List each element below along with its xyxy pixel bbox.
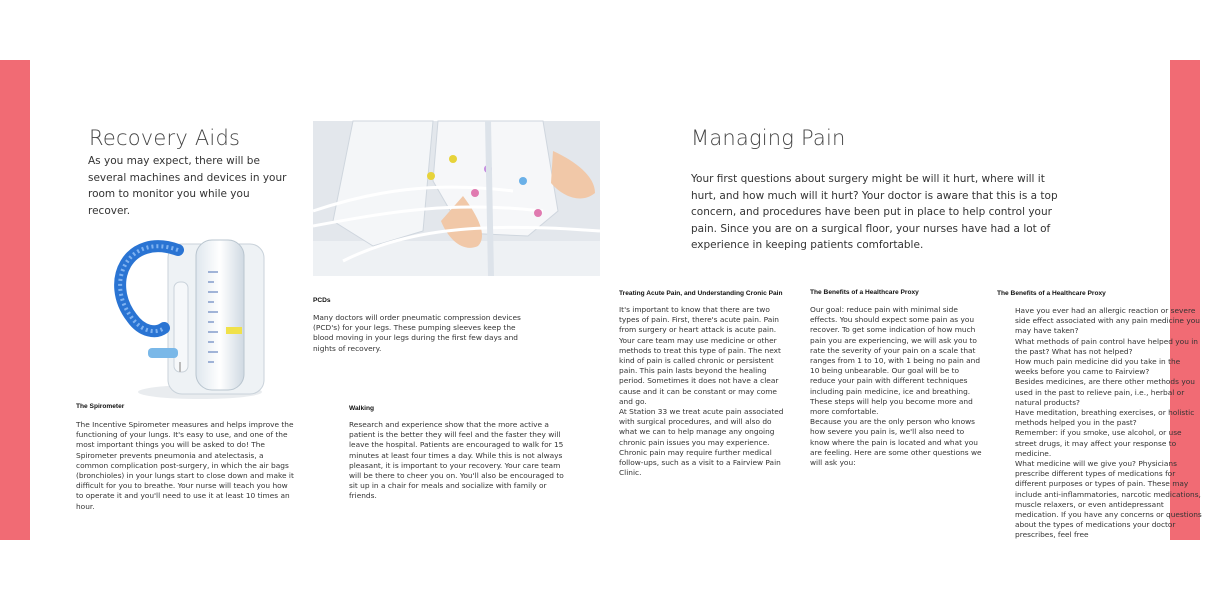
recovery-aids-intro: As you may expect, there will be several machines and devices in your room to monitor you while you recover. <box>88 155 287 217</box>
acute-pain-text: It's important to know that there are two types of pain. First, there's acute pain. Pain from surgery or heart attack is acute pain. Your care team may use medicine or other methods to treat this type of pain. The next kind of pain is called chronic or persistent pain. This pain lasts beyond the healing period. Sometimes it does not have a clear cause and it can be constant or may come and go. At Station 33 we treat acute pain associated with surgical procedures, and will also do what we can to help manage any ongoing chronic pain issues you may experience. Chronic pain may require further medical follow-ups, such as a visit to a Fairview Pain Clinic. <box>619 305 784 478</box>
spirometer-image <box>108 222 268 402</box>
healthcare-proxy-heading: The Benefits of a Healthcare Proxy <box>810 289 919 296</box>
pcds-heading: PCDs <box>313 297 331 304</box>
healthcare-proxy-heading-2: The Benefits of a Healthcare Proxy <box>997 290 1106 297</box>
acute-pain-heading: Treating Acute Pain, and Understanding Cronic Pain <box>619 290 783 297</box>
spirometer-heading: The Spirometer <box>76 403 125 410</box>
compression-device-photo <box>313 121 600 276</box>
walking-heading: Walking <box>349 405 375 412</box>
recovery-aids-title: Recovery Aids <box>89 126 241 150</box>
walking-text: Research and experience show that the more active a patient is the better they will feel and the faster they will leave the hospital. Patients are encouraged to walk for 15 minutes at least four times a day. While this is not always pleasant, it is important to your recovery. Your care team will be there to cheer you on. You'll also be encouraged to sit up in a chair for meals and socialize with family or friends. <box>349 420 564 501</box>
managing-pain-title: Managing Pain <box>691 126 846 150</box>
pcds-text: Many doctors will order pneumatic compression devices (PCD's) for your legs. These pumping sleeves keep the blood moving in your legs during the first few days and nights of recovery. <box>313 313 521 353</box>
left-accent-band <box>0 60 30 540</box>
spirometer-text: The Incentive Spirometer measures and helps improve the functioning of your lungs. It's easy to use, and one of the most important things you will be asked to do! The Spirometer prevents pneumonia and atelectasis, a common complication post-surgery, in which the air bags (bronchioles) in your lungs start to close down and make it difficult for you to breathe. Your nurse will teach you how to operate it and you'll need to use it at least 10 times an hour. <box>76 420 294 511</box>
healthcare-proxy-text: Our goal: reduce pain with minimal side effects. You should expect some pain as you recover. To get some indication of how much pain you are experiencing, we will ask you to rate the severity of your pain on a scale that ranges from 1 to 10, with 1 being no pain and 10 being unbearable. Our goal will be to reduce your pain with different techniques including pain medicine, ice and breathing. These steps will help you become more and more comfortable. Because you are the only person who knows how severe you pain is, we'll also need to know where the pain is located and what you are feeling. Here are some other questions we will ask you: <box>810 305 982 468</box>
pain-questions-text: Have you ever had an allergic reaction or severe side effect associated with any pain medicine you may have taken? What methods of pain control have helped you in the past? What has not helped? How much pain medicine did you take in the weeks before you came to Fairview? Besides medicines, are there other methods you used in the past to relieve pain, i.e., herbal or natural products? Have meditation, breathing exercises, or holistic methods helped you in the past? Remember: if you smoke, use alcohol, or use street drugs, it may affect your response to medicine. What medicine will we give you? Physicians prescribe different types of medications for different purposes or types of pain. These may include anti-inflammatories, narcotic medications, muscle relaxers, or even antidepressant medication. If you have any concerns or questions about the types of medications your doctor prescribes, feel free <box>1015 306 1202 540</box>
managing-pain-intro: Your first questions about surgery might be will it hurt, where will it hurt, and how much will it hurt? Your doctor is aware that this is a top concern, and procedures have been put in place to help control your pain. Since you are on a surgical floor, your nurses have had a lot of experience in keeping patients comfortable. <box>691 173 1058 251</box>
brochure-spread <box>30 60 1202 540</box>
